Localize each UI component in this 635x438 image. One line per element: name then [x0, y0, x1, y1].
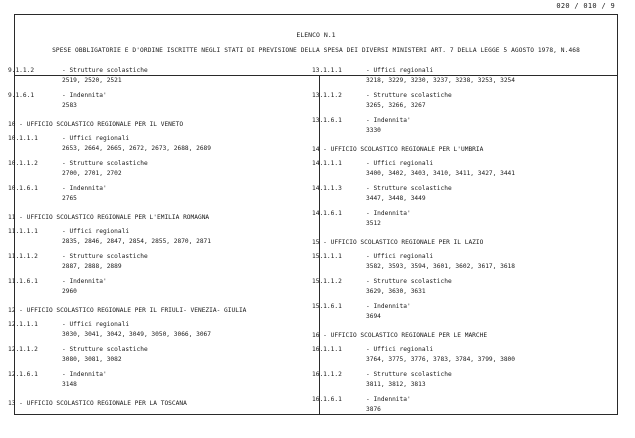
entry-description: [62, 184, 298, 203]
section-title: 10 - UFFICIO SCOLASTICO REGIONALE PER IL VENETO: [8, 121, 184, 128]
budget-entry: [8, 134, 298, 153]
budget-entry: [312, 116, 598, 135]
office-section: [312, 141, 598, 228]
entry-label: - Indennita': [62, 278, 107, 285]
entry-description: [366, 370, 598, 389]
budget-entry: [312, 370, 598, 389]
entry-chapter-numbers: 3629, 3630, 3631: [366, 288, 426, 295]
entry-chapter-numbers: 3148: [62, 381, 77, 388]
entry-description: [62, 370, 298, 389]
entry-description: [366, 302, 598, 321]
entry-chapter-numbers: 2583: [62, 102, 77, 109]
right-column: [312, 66, 598, 420]
entry-code: 12.1.6.1: [8, 371, 38, 378]
entry-description: [366, 116, 598, 135]
entry-description: [62, 345, 298, 364]
entry-code: 16.1.6.1: [312, 396, 342, 403]
entry-description: [62, 91, 298, 110]
budget-entry: [312, 209, 598, 228]
entry-description: [366, 66, 598, 85]
budget-entry: [8, 277, 298, 296]
entry-code: 15.1.1.1: [312, 253, 342, 260]
entry-chapter-numbers: 3811, 3812, 3813: [366, 381, 426, 388]
entry-code: 10.1.1.2: [8, 160, 38, 167]
entry-description: [366, 184, 598, 203]
budget-entry: [8, 91, 298, 110]
entry-description: [62, 134, 298, 153]
left-column: [8, 66, 298, 413]
entry-chapter-numbers: 3030, 3041, 3042, 3049, 3050, 3066, 3067: [62, 331, 212, 338]
entry-chapter-numbers: 2835, 2846, 2847, 2854, 2855, 2870, 2871: [62, 238, 212, 245]
entry-code: 9.1.6.1: [8, 92, 35, 99]
entry-description: [366, 395, 598, 414]
entry-description: [366, 252, 598, 271]
entry-chapter-numbers: 3218, 3229, 3230, 3237, 3238, 3253, 3254: [366, 77, 516, 84]
entry-chapter-numbers: 3447, 3448, 3449: [366, 195, 426, 202]
entry-code: 16.1.1.2: [312, 371, 342, 378]
entry-code: 10.1.1.1: [8, 135, 38, 142]
entry-label: - Strutture scolastiche: [62, 253, 148, 260]
entry-label: - Indennita': [366, 303, 411, 310]
entry-description: [62, 277, 298, 296]
entry-chapter-numbers: 3512: [366, 220, 381, 227]
entry-chapter-numbers: 2653, 2664, 2665, 2672, 2673, 2688, 2689: [62, 145, 212, 152]
budget-entry: [8, 370, 298, 389]
entry-description: [62, 252, 298, 271]
budget-entry: [8, 252, 298, 271]
budget-entry: [312, 252, 598, 271]
entry-chapter-numbers: 2519, 2520, 2521: [62, 77, 122, 84]
entry-label: - Indennita': [366, 396, 411, 403]
entry-chapter-numbers: 3265, 3266, 3267: [366, 102, 426, 109]
entry-label: - Uffici regionali: [62, 321, 130, 328]
entry-label: - Indennita': [62, 371, 107, 378]
entry-chapter-numbers: 2765: [62, 195, 77, 202]
entry-chapter-numbers: 3400, 3402, 3403, 3410, 3411, 3427, 3441: [366, 170, 516, 177]
entry-code: 12.1.1.1: [8, 321, 38, 328]
section-title: 14 - UFFICIO SCOLASTICO REGIONALE PER L'UMBRIA: [312, 146, 484, 153]
office-section: [8, 116, 298, 203]
budget-entry: [8, 320, 298, 339]
entry-code: 14.1.6.1: [312, 210, 342, 217]
entry-label: - Uffici regionali: [366, 346, 434, 353]
entry-label: - Strutture scolastiche: [366, 371, 452, 378]
entry-label: - Uffici regionali: [366, 160, 434, 167]
entry-label: - Indennita': [366, 210, 411, 217]
entry-description: [366, 159, 598, 178]
office-section: [8, 395, 298, 408]
entry-description: [366, 277, 598, 296]
entry-label: - Indennita': [366, 117, 411, 124]
budget-entry: [312, 66, 598, 85]
budget-entry: [8, 184, 298, 203]
section-title: 16 - UFFICIO SCOLASTICO REGIONALE PER LE MARCHE: [312, 332, 488, 339]
office-section: [312, 327, 598, 414]
entry-chapter-numbers: 3764, 3775, 3776, 3783, 3784, 3799, 3800: [366, 356, 516, 363]
entry-code: 14.1.1.1: [312, 160, 342, 167]
entry-label: - Strutture scolastiche: [366, 278, 452, 285]
budget-entry: [312, 345, 598, 364]
entry-chapter-numbers: 3080, 3081, 3082: [62, 356, 122, 363]
entry-label: - Uffici regionali: [62, 228, 130, 235]
entry-description: [62, 320, 298, 339]
entry-chapter-numbers: 2700, 2701, 2702: [62, 170, 122, 177]
section-title: 12 - UFFICIO SCOLASTICO REGIONALE PER IL FRIULI- VENEZIA- GIULIA: [8, 307, 247, 314]
budget-entry: [312, 91, 598, 110]
entry-chapter-numbers: 3694: [366, 313, 381, 320]
entry-chapter-numbers: 3582, 3593, 3594, 3601, 3602, 3617, 3618: [366, 263, 516, 270]
budget-entry: [8, 227, 298, 246]
entry-description: [62, 66, 298, 85]
entry-label: - Strutture scolastiche: [62, 160, 148, 167]
document-code: 020 / 010 / 9: [556, 2, 615, 10]
entry-code: 11.1.1.1: [8, 228, 38, 235]
entry-description: [366, 91, 598, 110]
budget-entry: [8, 159, 298, 178]
entry-label: - Strutture scolastiche: [62, 67, 148, 74]
entry-label: - Uffici regionali: [366, 67, 434, 74]
budget-entry: [312, 277, 598, 296]
entry-chapter-numbers: 2887, 2888, 2889: [62, 263, 122, 270]
section-title: 13 - UFFICIO SCOLASTICO REGIONALE PER LA TOSCANA: [8, 400, 187, 407]
office-section: [312, 234, 598, 321]
entry-label: - Indennita': [62, 185, 107, 192]
budget-entry: [312, 395, 598, 414]
entry-label: - Strutture scolastiche: [366, 185, 452, 192]
budget-entry: [312, 184, 598, 203]
document-subtitle: SPESE OBBLIGATORIE E D'ORDINE ISCRITTE NEGLI STATI DI PREVISIONE DELLA SPESA DEI DIVERSI MINISTERI ART. 7 DELLA LEGGE 5 AGOSTO 1978, N.468: [52, 47, 580, 54]
entry-chapter-numbers: 3876: [366, 406, 381, 413]
entry-code: 14.1.1.3: [312, 185, 342, 192]
budget-entry: [8, 66, 298, 85]
entry-label: - Uffici regionali: [366, 253, 434, 260]
entry-code: 11.1.1.2: [8, 253, 38, 260]
entry-chapter-numbers: 2960: [62, 288, 77, 295]
entry-label: - Uffici regionali: [62, 135, 130, 142]
entry-code: 9.1.1.2: [8, 67, 35, 74]
entry-code: 15.1.6.1: [312, 303, 342, 310]
entry-label: - Strutture scolastiche: [62, 346, 148, 353]
section-title: 15 - UFFICIO SCOLASTICO REGIONALE PER IL LAZIO: [312, 239, 484, 246]
entry-code: 15.1.1.2: [312, 278, 342, 285]
budget-entry: [312, 302, 598, 321]
entry-code: 13.1.1.2: [312, 92, 342, 99]
office-section: [8, 302, 298, 389]
entry-chapter-numbers: 3330: [366, 127, 381, 134]
entry-description: [62, 159, 298, 178]
entry-description: [366, 345, 598, 364]
entry-description: [366, 209, 598, 228]
entry-label: - Strutture scolastiche: [366, 92, 452, 99]
entry-description: [62, 227, 298, 246]
document-title: ELENCO N.1: [296, 31, 336, 39]
budget-entry: [8, 345, 298, 364]
section-title: 11 - UFFICIO SCOLASTICO REGIONALE PER L'EMILIA ROMAGNA: [8, 214, 210, 221]
entry-code: 11.1.6.1: [8, 278, 38, 285]
entry-label: - Indennita': [62, 92, 107, 99]
entry-code: 13.1.1.1: [312, 67, 342, 74]
budget-entry: [312, 159, 598, 178]
entry-code: 13.1.6.1: [312, 117, 342, 124]
office-section: [8, 209, 298, 296]
entry-code: 12.1.1.2: [8, 346, 38, 353]
entry-code: 10.1.6.1: [8, 185, 38, 192]
entry-code: 16.1.1.1: [312, 346, 342, 353]
